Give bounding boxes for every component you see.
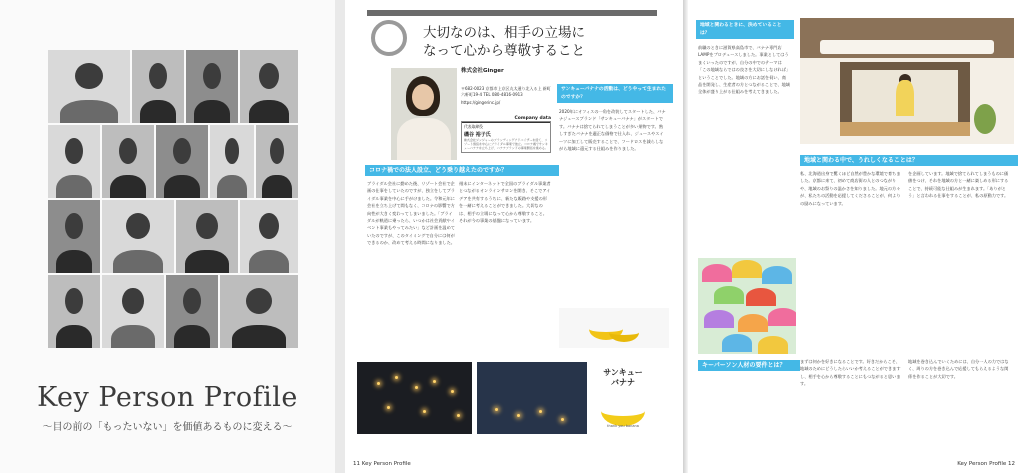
portrait-photo [210,125,254,198]
cover-title: Key Person Profile [37,382,298,413]
article-column: ブライダル会社に勤めた後、リゾート会社で企画の仕事をしていたのですが、独立をしてブライダル事業を中心に手がけました。令和元年に会社を立ち上げて間もなく、コロナの影響で方向性が大きく変わってしまいました。「ブライダルが軌道に乗ったら、いつかは社会貢献やイベント事業もやってみたい」など計画を温めていたのですが、このタイミングで自分には何ができるのか、改めて考える時間になりました。 [367,181,455,246]
portrait-photo [48,125,100,198]
question-heading: コロナ禍での法人設立、どう乗り越えたのですか？ [365,165,559,176]
portrait-photo [102,275,164,348]
portrait-photo [48,275,100,348]
portrait-photo [102,200,174,273]
umbrella-sky-photo [698,258,796,354]
article-column: 2020年にオフィスの一角を改装してスタートした、バナナジュースブランド「サンキューバナナ」がスタートです。バナナは捨てられてしまうことが多い果物です。熟しすぎたバナナを適正な価格で仕入れ、ジュースやスイーツに加工して販売することで、フードロスを減らしながら地域に還元する仕組みを作りました。 [559,109,666,152]
company-address: 〒682-0023 京都市上京区丸太通り北入る上 新町六軒町19-4 TEL 080-4816-0913 [461,86,551,97]
logo-tagline: thank you banana [607,424,639,428]
question-heading: キーパーソン人材の要件とは？ [698,360,800,371]
portrait-photo [132,50,184,123]
banana-photo [559,308,669,348]
article-column: まずは何かを好きになることです。好きだからこそ、地域のためにどうしたらいいか考えることができますし、相手を心から尊敬することにもつながると思います。 [800,359,901,387]
page-12 [688,0,1025,473]
folio-right: Key Person Profile 12 [957,461,1015,467]
article-column: 週末にインターネットで全国のブライダル事業者とつながるオンラインサロンを開き、そこでアイデアを共有するうちに、新たな販路や支援の形を一緒に考えることができました。大切なのは、相手の立場になって心から尊敬すること。それが今の事業の基盤になっています。 [459,181,551,224]
cover-page [0,0,335,473]
portrait-photo [156,125,208,198]
company-url: https://gingerinc.jp/ [461,100,501,105]
banana-icon [601,396,645,426]
ceo-name: 磯谷 裕子氏 [464,132,491,138]
folio-left: 11 Key Person Profile [353,461,411,467]
night-market-photo [357,362,472,434]
portrait-photo [256,125,298,198]
portrait-grid [48,50,298,348]
portrait-photo [48,50,130,123]
question-heading: 地域と関わるときに、決めていることは？ [696,20,794,39]
portrait-photo [48,200,100,273]
circle-ornament-icon [371,20,407,56]
lantern-event-photo [477,362,587,434]
ceo-bio: 株式会社ジンジャーのブランディングアドバイザーを経て、リゾート施設を中心にブライダル事業で独立。コロナ禍でサンキューバナナを立ち上げ、バナナブランドの事業開拓を進める。 [464,138,548,150]
question-heading: 地域と関わる中で、うれしくなることは？ [800,155,1018,166]
header-rule [367,10,657,16]
headline-line-1: 大切なのは、相手の立場に [423,25,585,41]
question-heading: サンキューバナナの活動は、どうやって生まれたのですか？ [557,84,673,103]
thank-you-banana-logo [593,368,653,434]
company-data-label: Company data [461,116,551,123]
cover-subtitle: 〜目の前の「もったいない」を価値あるものに変える〜 [42,422,293,433]
portrait-photo [176,200,238,273]
logo-line-2: バナナ [611,378,635,387]
portrait-photo [166,275,218,348]
article-headline [423,24,663,60]
portrait-photo [240,200,298,273]
ceo-portrait [391,68,457,160]
ceo-role: 代表取締役 [464,124,483,129]
company-name: 株式会社Ginger [461,68,504,74]
article-column: を企画しています。地域で捨てられてしまうものに価値をつけ、それを地域の方と一緒に楽しめる形にすることで、持続可能な仕組みが生まれます。「ありがとう」と言われる仕事をすることが、私の原動力です。 [908,171,1009,199]
ceo-profile-box [461,121,551,153]
article-column: 私、北海道出身で驚くほど自然が豊かな環境で育ちました。京都に来て、初めて商店街の人とのつながりや、地域のお祭りの温かさを知りました。地元の方々が、私たちの活動を応援してくださることが、何よりの励みになっています。 [800,171,901,206]
shop-front-photo [800,18,1014,144]
article-column: 地域を巻き込んでいくためには、自分一人の力ではなく、周りの方を巻き込んで応援してもらえるような関係を作ることが大切です。 [908,359,1009,379]
portrait-photo [186,50,238,123]
company-info [461,66,551,105]
portrait-photo [240,50,298,123]
portrait-photo [102,125,154,198]
page-11 [345,0,685,473]
portrait-photo [220,275,298,348]
headline-line-2: なって心から尊敬すること [423,43,585,59]
article-column: 前職のときに滋賀県高島市で、バナナ専門店LAMPをプロデュースしました。事業としてはうまくいったのですが、自分の中でのテーマは「この地域ならではの良さを大切にしなければ」ということでした。地域の方にお話を伺い、商品を開発し、生産者の方とつながることで、地域全体が盛り上がる仕組みを考えてきました。 [698,45,790,95]
logo-line-1: サンキュー [603,368,643,377]
